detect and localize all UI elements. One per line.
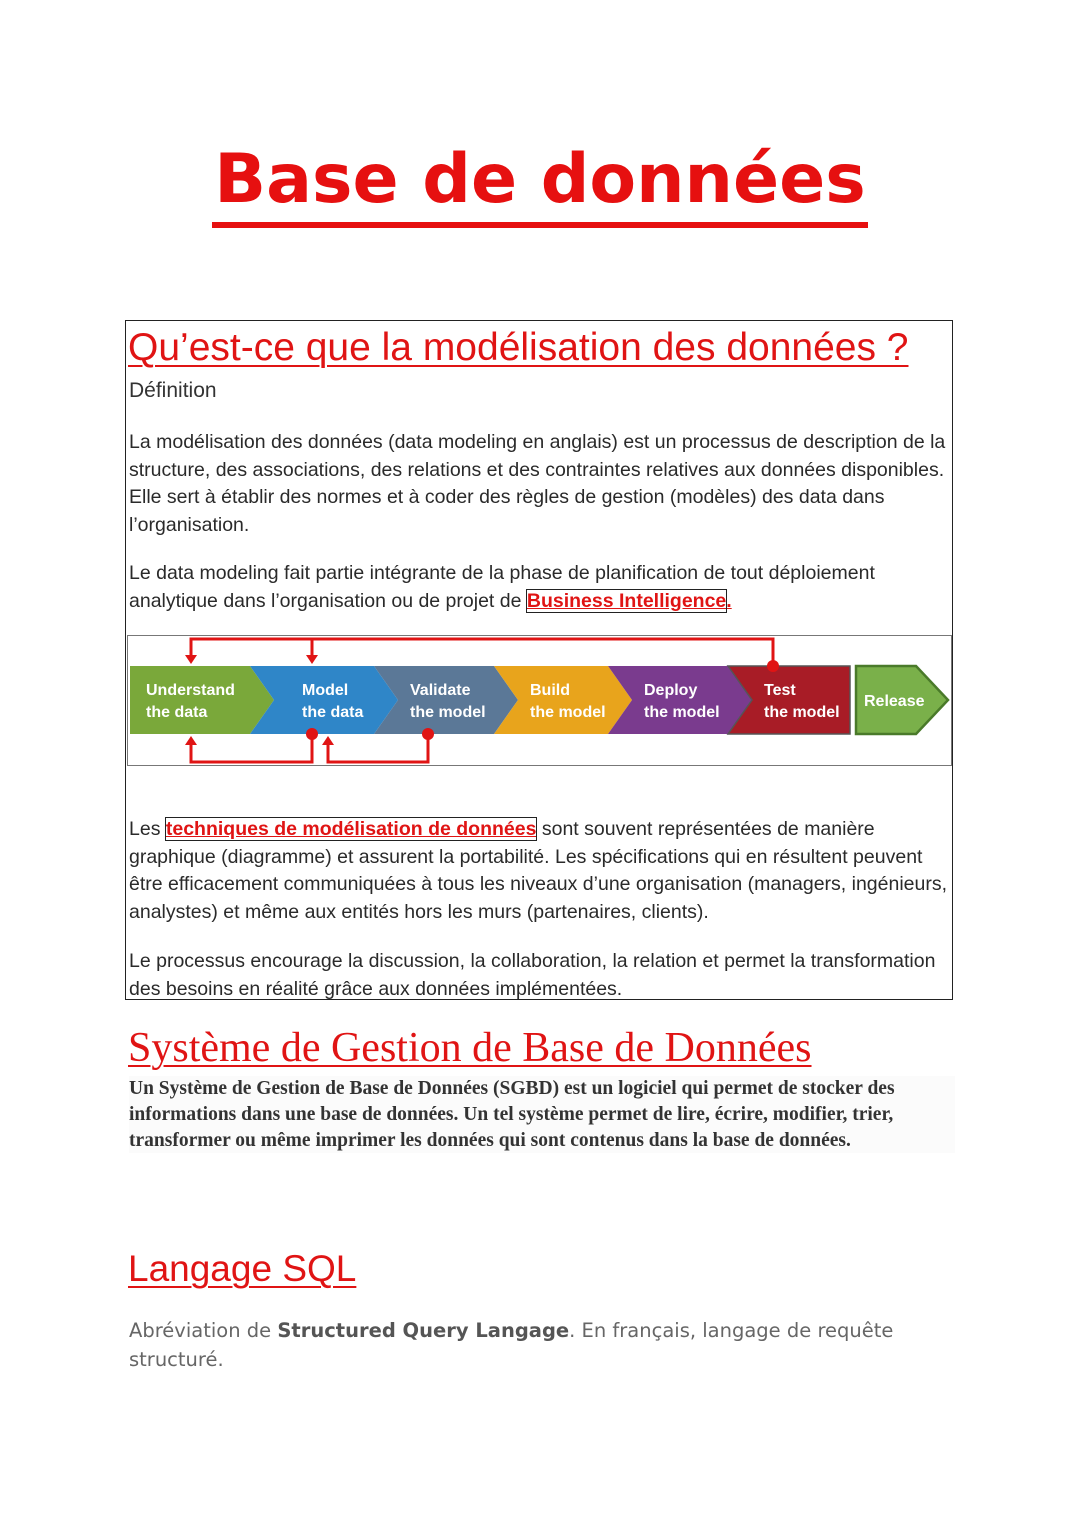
- validate-loop-origin-dot: [422, 728, 434, 740]
- techniques-paragraph-text: sont souvent représentées de manière graphique (diagramme) et assurent la portabilité. Les spécifications qui en résultent peuvent être efficacement communiquées à tous les niveaux d’une organisation (managers, ingénieurs, analystes) et même aux entités hors les murs (partenaires, clients).: [129, 818, 948, 923]
- sql-text-end: . En français, langage de requête structuré.: [129, 1319, 894, 1371]
- page-title: Base de données: [0, 138, 1080, 228]
- step-deploy-label-line2: the model: [644, 704, 720, 721]
- modeling-process-diagram: [127, 635, 952, 766]
- step-validate-label-line2: the model: [410, 704, 486, 721]
- step-release-label: Release: [864, 693, 925, 710]
- step-model-label-line2: the data: [302, 704, 364, 721]
- techniques-paragraph: [129, 816, 949, 926]
- bottom-loop-model-line: [191, 734, 312, 762]
- techniques-link[interactable]: techniques de modélisation de données: [165, 818, 537, 840]
- model-loop-origin-dot: [306, 728, 318, 740]
- arrowhead-to-model-bottom: [322, 736, 334, 745]
- sgbd-paragraph-text: Un Système de Gestion de Base de Données (SGBD) est un logiciel qui permet de stocker des informations dans une base de données. Un tel système permet de lire, écrire, modifier, trier, transformer ou même imprimer les données qui sont contenus dans la base de données.: [129, 1078, 895, 1151]
- arrowhead-to-understand-top: [185, 655, 197, 664]
- section-heading-modelisation: Qu’est-ce que la modélisation des données ?: [128, 326, 909, 369]
- bi-paragraph: [129, 560, 949, 615]
- bi-paragraph-text: Le data modeling fait partie intégrante de la phase de planification de tout déploiement analytique dans l’organisation ou de projet de: [129, 562, 875, 612]
- step-understand-chevron: [130, 666, 274, 734]
- sql-acronym-expansion: Structured Query Langage: [277, 1319, 570, 1342]
- arrowhead-to-understand-bottom: [185, 736, 197, 745]
- step-test-label-line2: the model: [764, 704, 840, 721]
- business-intelligence-link[interactable]: Business Intelligence: [526, 589, 727, 612]
- process-paragraph: Le processus encourage la discussion, la collaboration, la relation et permet la transformation des besoins en réalité grâce aux données implémentées.: [129, 950, 936, 1000]
- step-build-label-line2: the model: [530, 704, 606, 721]
- definition-paragraph: La modélisation des données (data modeling en anglais) est un processus de description de la structure, des associations, des relations et des contraintes relatives aux données disponibles. Elle sert à établir des normes et à coder des règles de gestion (modèles) des data dans l’organisation.: [129, 431, 946, 536]
- arrowhead-to-model-top: [306, 655, 318, 664]
- sql-paragraph: [129, 1316, 929, 1374]
- step-understand-label-line2: the data: [146, 704, 208, 721]
- section-heading-sgbd: Système de Gestion de Base de Données: [128, 1025, 812, 1071]
- definition-subheading: Définition: [129, 379, 217, 402]
- step-model-label-line1: Model: [302, 682, 349, 699]
- bi-paragraph-end: .: [726, 589, 732, 612]
- top-loop-line: [191, 639, 773, 666]
- process-diagram-svg: [128, 636, 953, 767]
- techniques-paragraph-start: Les: [129, 818, 166, 840]
- sql-text-start: Abréviation de: [129, 1319, 278, 1342]
- step-validate-label-line1: Validate: [410, 682, 471, 699]
- section-heading-sql: Langage SQL: [128, 1248, 357, 1289]
- step-test-label-line1: Test: [764, 682, 796, 699]
- sgbd-paragraph: [129, 1076, 955, 1153]
- step-deploy-label-line1: Deploy: [644, 682, 698, 699]
- step-understand-label-line1: Understand: [146, 682, 235, 699]
- test-loop-origin-dot: [767, 660, 779, 672]
- step-build-label-line1: Build: [530, 682, 570, 699]
- bottom-loop-validate-line: [328, 734, 428, 762]
